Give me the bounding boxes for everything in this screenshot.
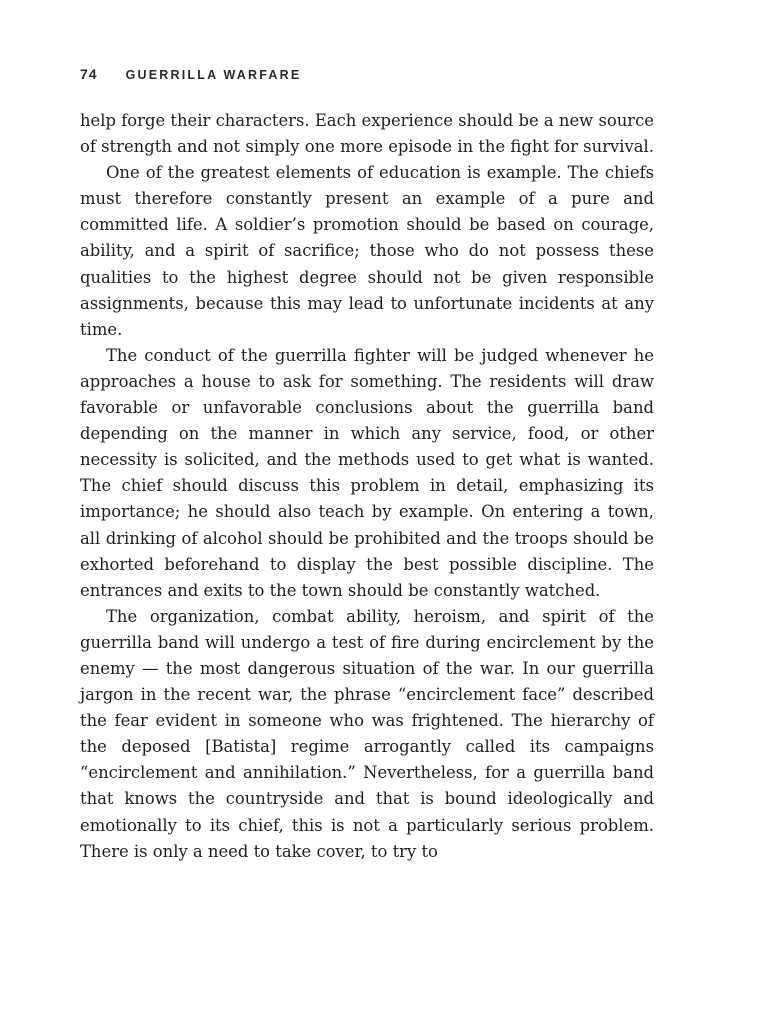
running-title: GUERRILLA WARFARE [125,68,302,82]
paragraph-2: One of the greatest elements of education is example. The chiefs must therefore constantly present an example of a pure and committed life. A soldier’s promotion should be based on courage, ability, and a spirit of sacrifice; those who do not possess these qualities to the highest degree should not be given responsible assignments, because this may lead to unfortunate incidents at any time. [80,163,654,339]
body-text [80,108,654,865]
paragraph-3: The conduct of the guerrilla fighter will be judged whenever he approaches a house to ask for something. The residents will draw favorable or unfavorable conclusions about the guerrilla band depending on the manner in which any service, food, or other necessity is solicited, and the methods used to get what is wanted. The chief should discuss this problem in detail, emphasizing its importance; he should also teach by example. On entering a town, all drinking of alcohol should be prohibited and the troops should be exhorted beforehand to display the best possible discipline. The entrances and exits to the town should be constantly watched. [80,345,654,600]
page-header [80,66,301,82]
paragraph-4: The organization, combat ability, heroism, and spirit of the guerrilla band will undergo a test of fire during encirclement by the enemy — the most dangerous situation of the war. In our guerrilla jargon in the recent war, the phrase “encirclement face” described the fear evident in someone who was frightened. The hierarchy of the deposed [Batista] regime arrogantly called its campaigns “encirclement and annihilation.” Nevertheless, for a guerrilla band that knows the countryside and that is bound ideologically and emotionally to its chief, this is not a particularly serious problem. There is only a need to take cover, to try to [80,606,654,861]
paragraph-1: help forge their characters. Each experience should be a new source of strength and not simply one more episode in the fight for survival. [80,111,654,157]
page-number: 74 [80,66,98,82]
